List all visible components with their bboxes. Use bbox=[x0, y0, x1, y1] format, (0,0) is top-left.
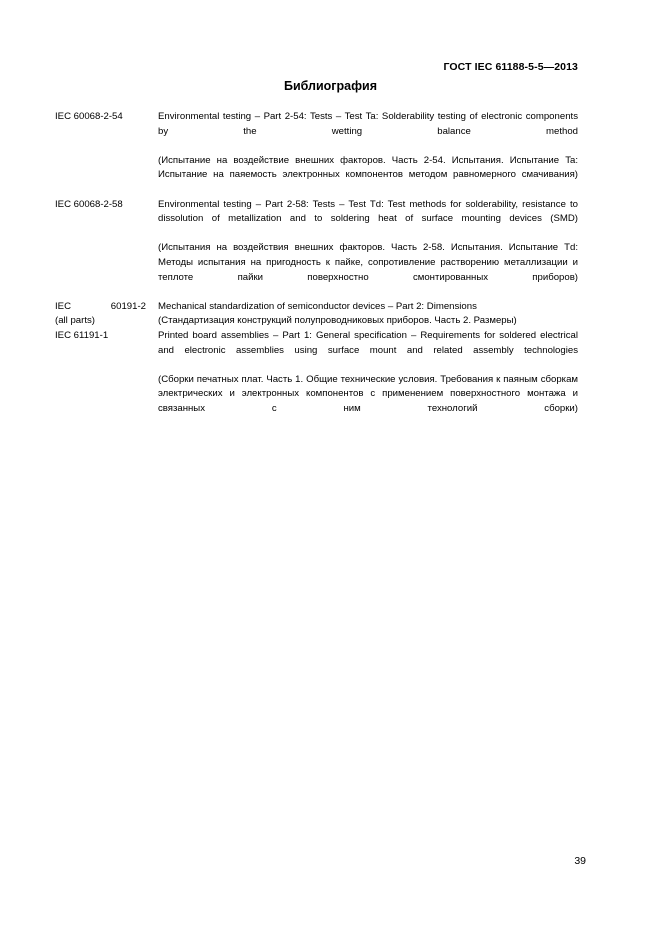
entry-standard-number bbox=[55, 300, 154, 315]
entry-title-ru: (Стандартизация конструкций полупроводниковых приборов. Часть 2. Размеры) bbox=[158, 315, 517, 327]
entry-text bbox=[158, 110, 578, 198]
entry-title-ru: (Испытание на воздействие внешних факторов. Часть 2-54. Испытания. Испытание Ta: Испытание на паяемость электронных компонентов методом равномерного смачивания) bbox=[158, 154, 578, 181]
entry-standard-label bbox=[55, 329, 158, 344]
entry-title-ru: (Сборки печатных плат. Часть 1. Общие технические условия. Требования к паяным сборкам электрических и электронных компонентов с применением поверхностного монтажа и связанных с ним технологий сборки) bbox=[158, 373, 578, 414]
entry-standard-prefix: IEC bbox=[55, 300, 71, 312]
entry-text bbox=[158, 329, 578, 431]
entry-text bbox=[158, 300, 578, 329]
bibliography-entry bbox=[55, 329, 578, 431]
entry-standard-number: IEC 60068-2-54 bbox=[55, 111, 123, 122]
entry-standard-label bbox=[55, 300, 158, 329]
entry-title-en: Mechanical standardization of semiconductor devices – Part 2: Dimensions bbox=[158, 300, 477, 312]
entry-standard-number: IEC 61191-1 bbox=[55, 329, 109, 341]
entry-standard-code: 60191-2 bbox=[110, 300, 146, 312]
running-header: ГОСТ IEC 61188-5-5—2013 bbox=[443, 61, 578, 73]
entry-text bbox=[158, 198, 578, 300]
entry-title-en: Printed board assemblies – Part 1: General specification – Requirements for soldered electrical and electronic assemblies using surface mount and related assembly technologies bbox=[158, 329, 578, 356]
entry-title-en: Environmental testing – Part 2-58: Tests – Test Td: Test methods for solderability, resistance to dissolution of metallization and to soldering heat of surface mounting devices (SMD) bbox=[158, 198, 578, 225]
bibliography-entry bbox=[55, 300, 578, 329]
page-number: 39 bbox=[574, 855, 586, 867]
entry-standard-label bbox=[55, 110, 158, 125]
entry-title-en: Environmental testing – Part 2-54: Tests – Test Ta: Solderability testing of electronic components by the wetting balance method bbox=[158, 111, 578, 137]
bibliography-list bbox=[55, 110, 578, 431]
bibliography-entry bbox=[55, 110, 578, 198]
page-title: Библиография bbox=[283, 79, 378, 93]
entry-standard-label bbox=[55, 198, 158, 213]
entry-title-ru: (Испытания на воздействия внешних факторов. Часть 2-58. Испытания. Испытание Td: Методы испытания на пригодность к пайке, сопротивление растворению металлизации и теплоте пайки поверхностно смонтированных приборов) bbox=[158, 242, 578, 283]
entry-standard-scope: (all parts) bbox=[55, 315, 95, 327]
entry-standard-number: IEC 60068-2-58 bbox=[55, 198, 123, 210]
bibliography-entry bbox=[55, 198, 578, 300]
